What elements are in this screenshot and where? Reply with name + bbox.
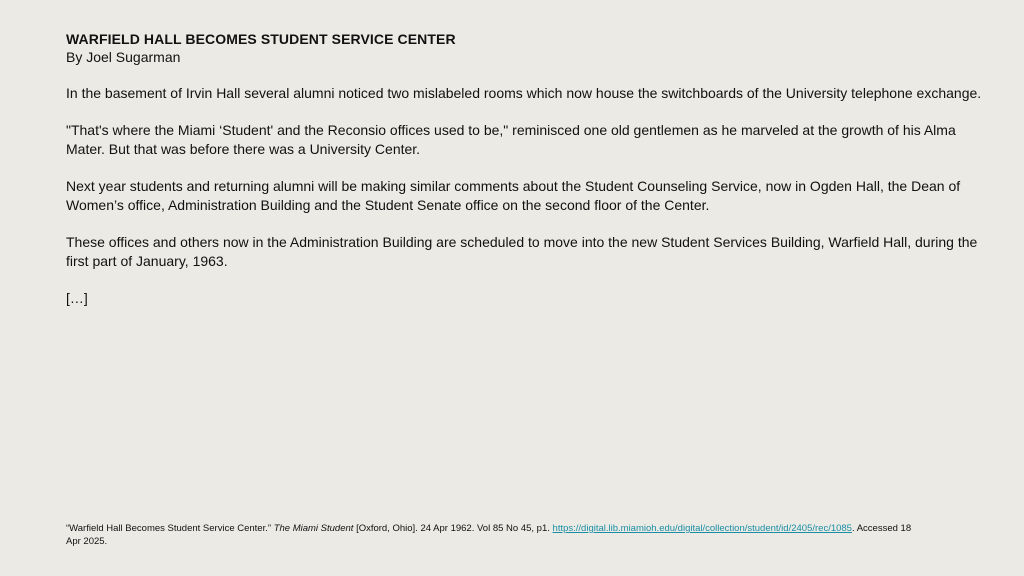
article-byline: By Joel Sugarman [66, 49, 181, 65]
citation-accessed: . Accessed 18 Apr 2025. [66, 523, 912, 547]
citation-title: “Warfield Hall Becomes Student Service Center.” [66, 523, 272, 534]
article-ellipsis: […] [66, 290, 88, 306]
article-paragraph-4: These offices and others now in the Administration Building are scheduled to move into the new Student Services Building, Warfield Hall, during the first part of January, 1963. [66, 234, 978, 269]
citation-details: [Oxford, Ohio]. 24 Apr 1962. Vol 85 No 45, p1. [356, 523, 550, 534]
article-paragraph-3: Next year students and returning alumni will be making similar comments about the Student Counseling Service, now in Ogden Hall, the Dean of Women’s office, Administration Building and the Student Senate office on the second floor of the Center. [66, 178, 961, 213]
article-paragraph-1: In the basement of Irvin Hall several alumni noticed two mislabeled rooms which now house the switchboards of the University telephone exchange. [66, 85, 982, 101]
article-body [66, 30, 986, 326]
citation-publication: The Miami Student [273, 523, 354, 534]
citation-footer [66, 522, 926, 548]
article-title: WARFIELD HALL BECOMES STUDENT SERVICE CENTER [66, 31, 456, 47]
citation-link[interactable]: https://digital.lib.miamioh.edu/digital/collection/student/id/2405/rec/1085 [552, 523, 852, 534]
article-paragraph-2: "That's where the Miami ‘Student' and the Reconsio offices used to be," reminisced one old gentlemen as he marveled at the growth of his Alma Mater. But that was before there was a University Center. [66, 122, 956, 157]
